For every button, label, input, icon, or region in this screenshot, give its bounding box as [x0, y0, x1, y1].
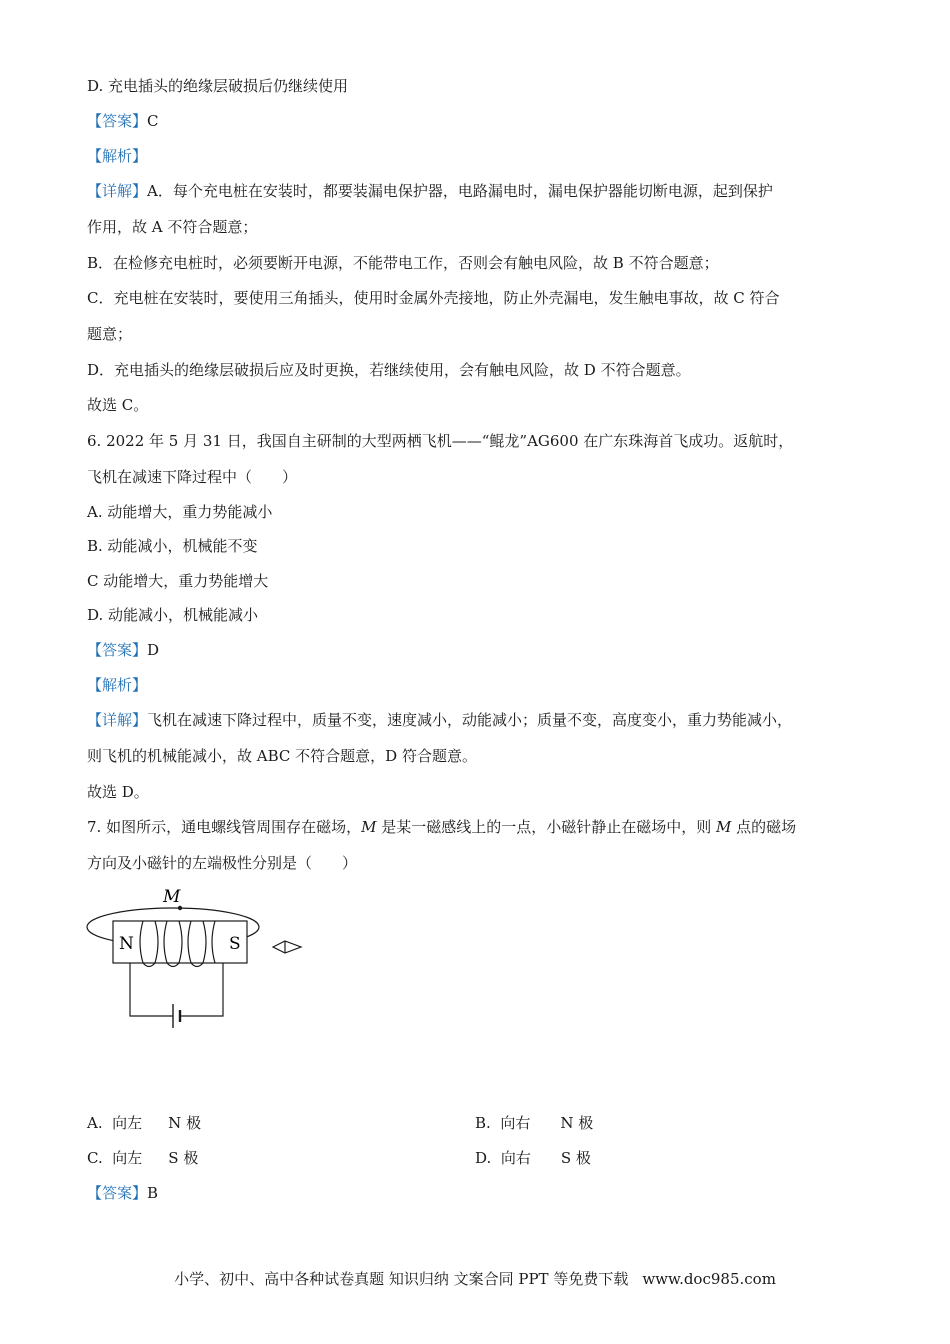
point-m-label: M [163, 887, 181, 907]
q7-option-c [87, 1148, 198, 1168]
page-footer [0, 1269, 950, 1289]
q7-stem-line-1 [87, 817, 796, 837]
detail-text: 飞机在减速下降过程中，质量不变，速度减小，动能减小；质量不变，高度变小，重力势能减小， [147, 711, 793, 729]
q6-option-c: C 动能增大，重力势能增大 [87, 572, 269, 590]
q5-detail-line-4: C．充电桩在安装时，要使用三角插头，使用时金属外壳接地，防止外壳漏电，发生触电事故，故 C 符合 [87, 289, 780, 307]
q5-option-d: D. 充电插头的绝缘层破损后仍继续使用 [87, 77, 349, 95]
option-letter: D. [475, 1149, 492, 1167]
q5-answer [87, 111, 159, 131]
q5-detail-line-6: D．充电插头的绝缘层破损后应及时更换，若继续使用，会有触电风险，故 D 不符合题意。 [87, 361, 691, 379]
pole-s-label: S [229, 934, 241, 954]
q5-conclusion: 故选 C。 [87, 396, 149, 414]
q7-option-a [87, 1113, 201, 1133]
footer-url[interactable]: www.doc985.com [642, 1270, 776, 1288]
solenoid-diagram [85, 882, 315, 1032]
q5-analysis-tag [87, 146, 147, 166]
answer-tag: 【答案】 [87, 1184, 148, 1202]
detail-tag: 【详解】 [87, 711, 148, 729]
q7-stem-part: 是某一磁感线上的一点，小磁针静止在磁场中，则 [376, 818, 716, 836]
q7-stem-m: M [361, 818, 377, 836]
q7-stem-line-2: 方向及小磁针的左端极性分别是（ ） [87, 854, 358, 872]
answer-tag: 【答案】 [87, 641, 148, 659]
option-direction: 向左 [112, 1149, 143, 1167]
option-pole: S 极 [168, 1149, 199, 1167]
q6-detail-line-2: 则飞机的机械能减小，故 ABC 不符合题意，D 符合题意。 [87, 747, 477, 765]
detail-tag: 【详解】 [87, 182, 148, 200]
answer-tag: 【答案】 [87, 112, 148, 130]
q6-stem-line-2: 飞机在减速下降过程中（ ） [87, 468, 298, 486]
analysis-tag: 【解析】 [87, 147, 148, 165]
option-pole: N 极 [168, 1114, 202, 1132]
answer-value: B [147, 1184, 159, 1202]
option-letter: C. [87, 1149, 103, 1167]
circuit-wire-left [130, 963, 173, 1016]
footer-text: 小学、初中、高中各种试卷真题 知识归纳 文案合同 PPT 等免费下载 [174, 1270, 629, 1288]
q6-conclusion: 故选 D。 [87, 783, 149, 801]
q7-option-d [475, 1148, 591, 1168]
q7-stem-part: 点的磁场 [731, 818, 797, 836]
option-direction: 向左 [112, 1114, 143, 1132]
q5-detail-line-1 [87, 181, 773, 201]
q7-option-b [475, 1113, 593, 1133]
answer-value: D [147, 641, 160, 659]
option-letter: B. [475, 1114, 491, 1132]
q6-option-d: D. 动能减小，机械能减小 [87, 606, 259, 624]
detail-text: A．每个充电桩在安装时，都要装漏电保护器，电路漏电时，漏电保护器能切断电源，起到保护 [147, 182, 773, 200]
q6-option-a: A. 动能增大，重力势能减小 [87, 503, 273, 521]
option-pole: N 极 [560, 1114, 594, 1132]
answer-value: C [147, 112, 159, 130]
q7-stem-m: M [716, 818, 732, 836]
circuit-wire-right [180, 963, 223, 1016]
analysis-tag: 【解析】 [87, 676, 148, 694]
q5-detail-line-2: 作用，故 A 不符合题意； [87, 218, 258, 236]
compass-needle-icon [273, 941, 301, 953]
option-direction: 向右 [500, 1114, 531, 1132]
option-letter: A. [87, 1114, 103, 1132]
option-direction: 向右 [500, 1149, 531, 1167]
q6-detail-line-1 [87, 710, 792, 730]
pole-n-label: N [119, 934, 134, 954]
option-pole: S 极 [560, 1149, 591, 1167]
q5-detail-line-5: 题意； [87, 325, 133, 343]
q7-stem-part: 7. 如图所示，通电螺线管周围存在磁场， [87, 818, 362, 836]
q6-analysis-tag [87, 675, 147, 695]
q7-answer [87, 1183, 158, 1203]
q5-detail-line-3: B．在检修充电桩时，必须要断开电源，不能带电工作，否则会有触电风险，故 B 不符合题意； [87, 254, 719, 272]
q6-answer [87, 640, 159, 660]
q6-stem-line-1: 6. 2022 年 5 月 31 日，我国自主研制的大型两栖飞机——“鲲龙”AG600 在广东珠海首飞成功。返航时， [87, 432, 794, 450]
q6-option-b: B. 动能减小，机械能不变 [87, 537, 258, 555]
